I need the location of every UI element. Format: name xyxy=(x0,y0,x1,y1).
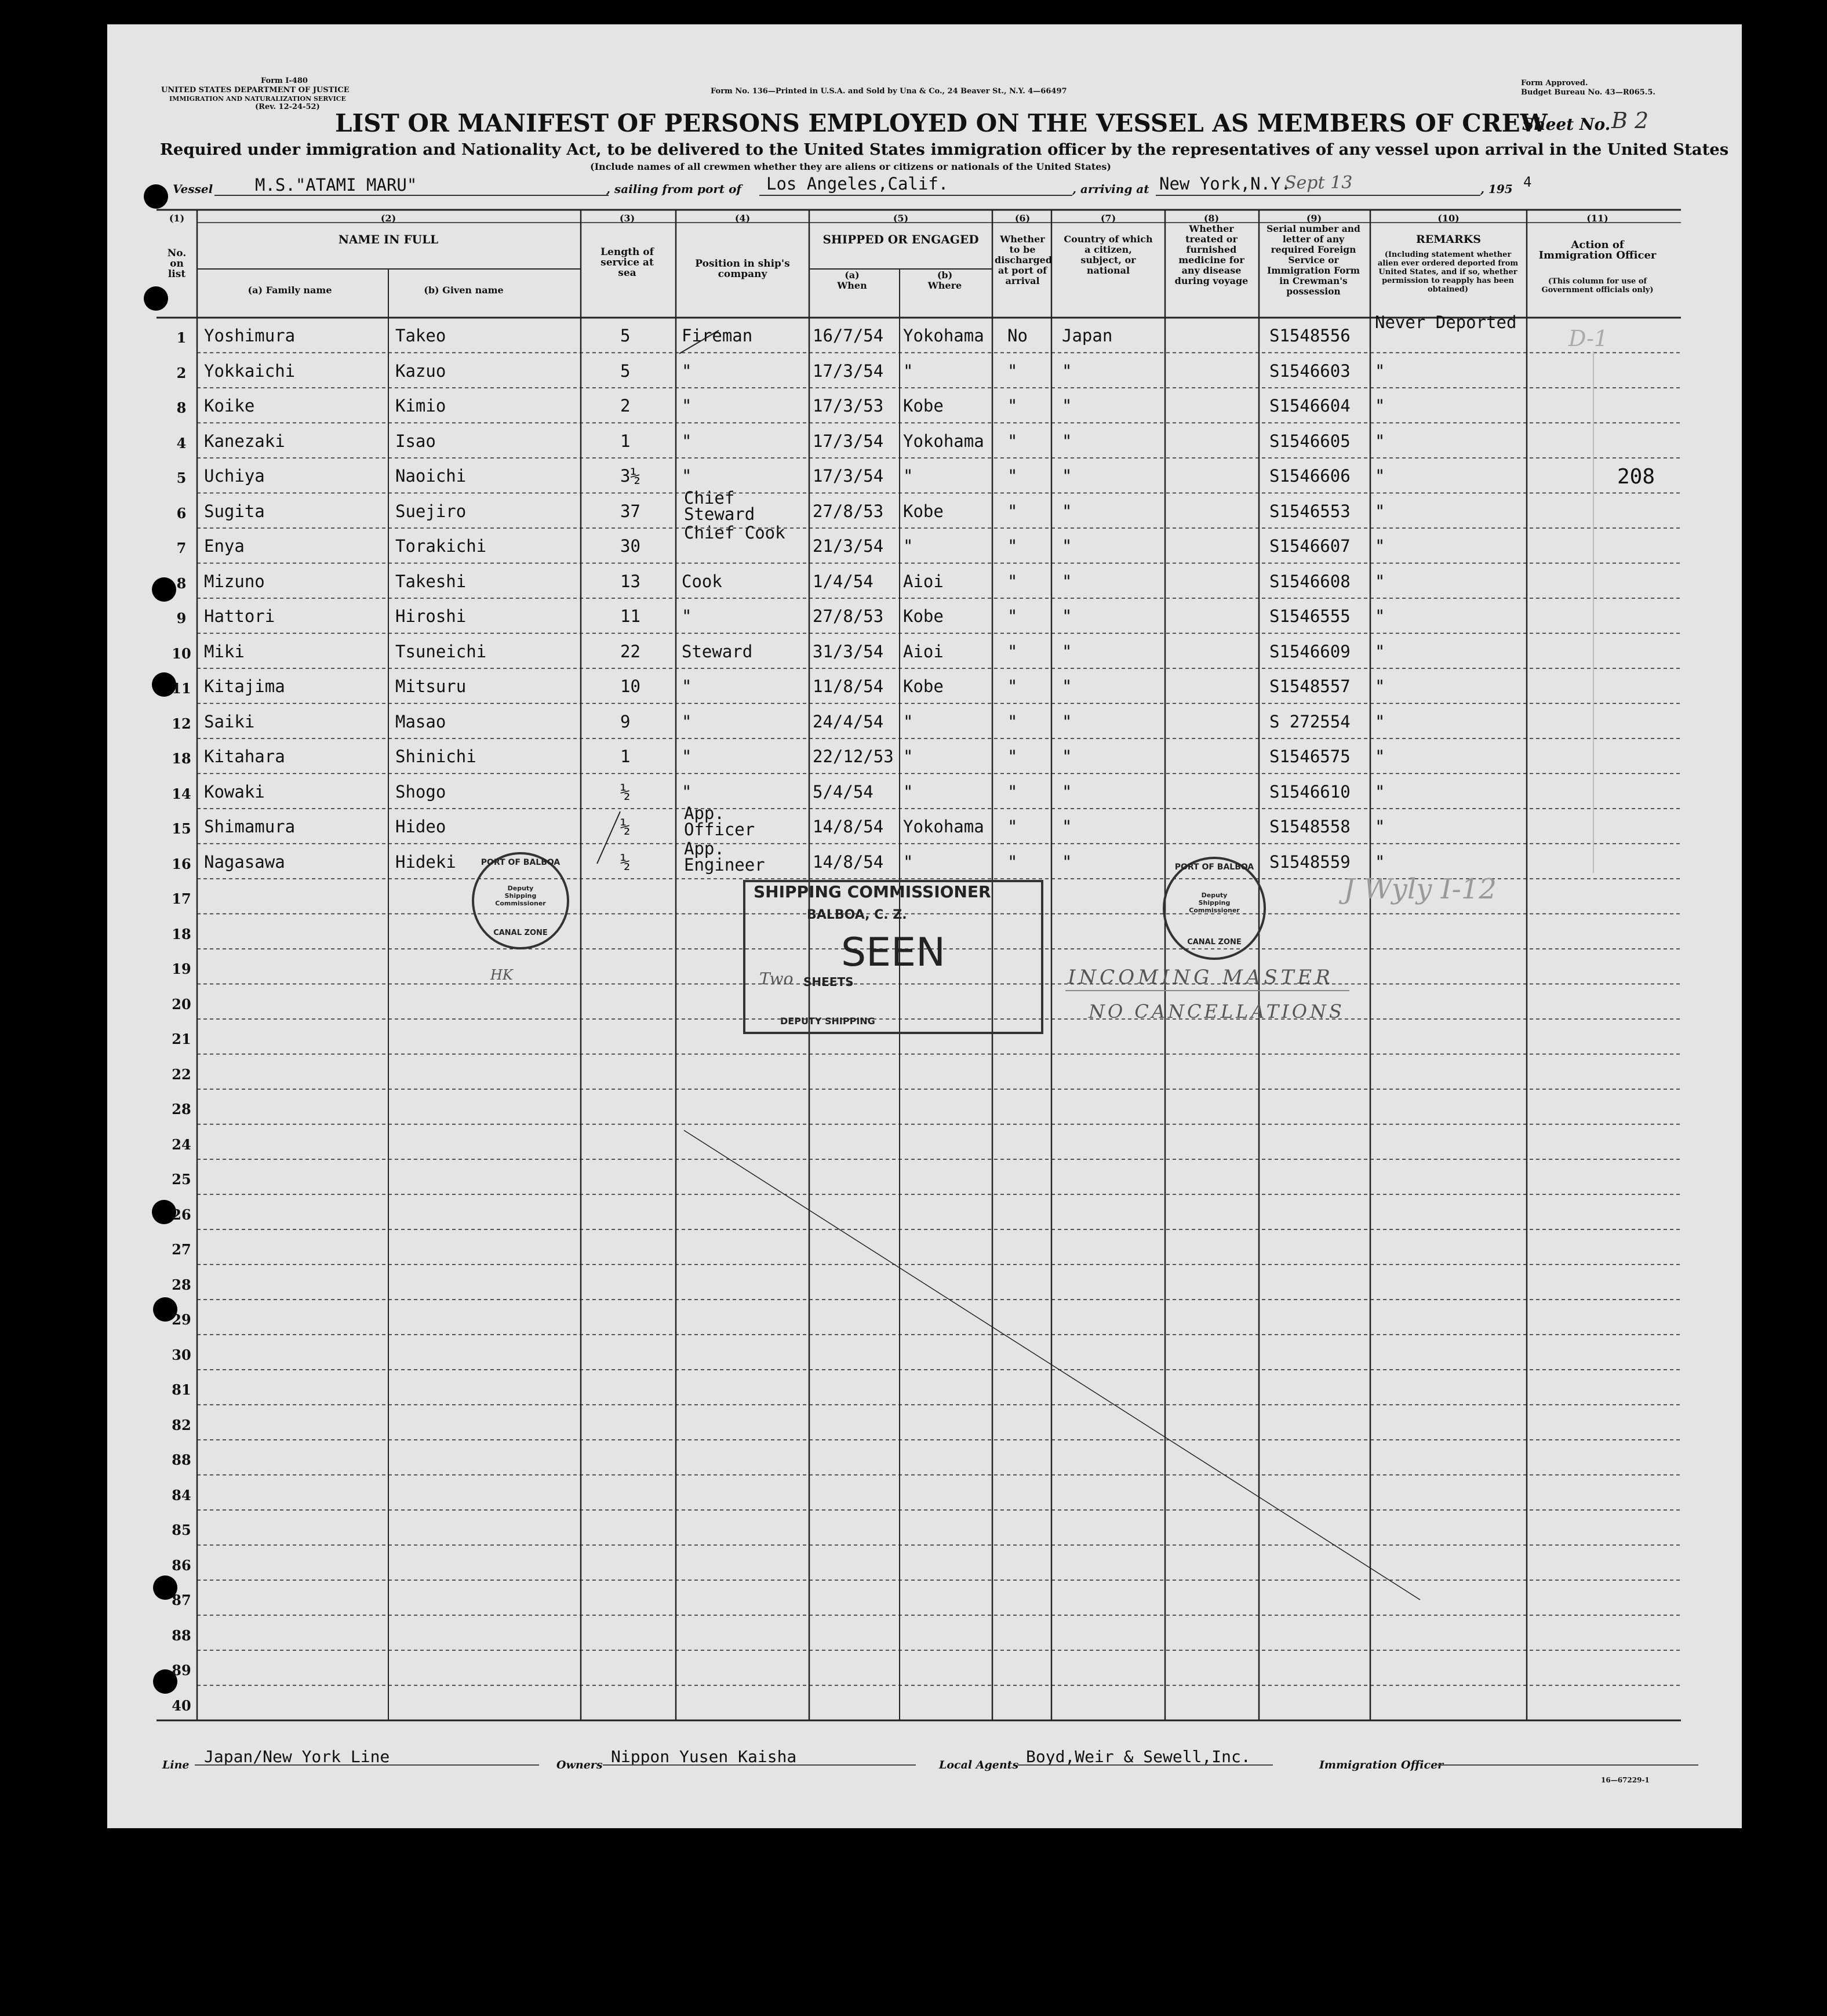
sailing-label: , sailing from port of xyxy=(606,182,742,196)
family-name-cell: Kanezaki xyxy=(204,431,285,451)
col3-header: Length of service at sea xyxy=(600,246,654,279)
discharge-cell: " xyxy=(1007,851,1018,872)
incoming-underline xyxy=(1065,990,1349,991)
row-number: 8 xyxy=(176,399,187,416)
shipped-where-cell: Kobe xyxy=(903,501,944,521)
department: UNITED STATES DEPARTMENT OF JUSTICE xyxy=(161,86,350,94)
shipped-where-cell: Kobe xyxy=(903,606,944,626)
service-length-cell: 30 xyxy=(620,536,640,556)
row-number: 25 xyxy=(172,1171,191,1188)
country-cell: " xyxy=(1062,431,1072,451)
given-name-cell: Torakichi xyxy=(395,536,487,556)
discharge-cell: " xyxy=(1007,641,1018,661)
shipped-where-cell: " xyxy=(903,851,914,872)
shipped-when-cell: 16/7/54 xyxy=(813,326,884,345)
service-length-cell: 5 xyxy=(620,326,631,345)
remarks-cell: " xyxy=(1375,431,1385,451)
serial-number-cell: S1548559 xyxy=(1269,851,1351,872)
position-cell: " xyxy=(682,676,692,696)
service-length-cell: 13 xyxy=(620,571,640,591)
discharge-cell: " xyxy=(1007,431,1018,451)
shipped-where-cell: " xyxy=(903,711,914,732)
seen-stamp xyxy=(743,880,1043,1034)
seen-stamp-two: Two xyxy=(759,969,794,988)
shipped-where-cell: Kobe xyxy=(903,396,944,416)
position-cell: " xyxy=(682,396,692,416)
footer-owners-label: Owners xyxy=(556,1759,603,1771)
discharge-cell: " xyxy=(1007,361,1018,381)
country-cell: " xyxy=(1062,676,1072,696)
family-name-cell: Uchiya xyxy=(204,466,265,486)
given-name-cell: Kazuo xyxy=(395,361,446,381)
row-number: 84 xyxy=(172,1486,191,1504)
col2b-header: (b) Given name xyxy=(424,285,504,296)
family-name-cell: Enya xyxy=(204,536,245,556)
col3-number: (3) xyxy=(619,213,635,224)
given-name-cell: Shogo xyxy=(395,781,446,802)
serial-number-cell: S1546606 xyxy=(1269,466,1351,486)
row-number: 40 xyxy=(172,1697,191,1714)
family-name-cell: Sugita xyxy=(204,501,265,521)
year-value: 4 xyxy=(1523,174,1532,190)
stamp-deputy-label: Deputy Shipping Commissioner xyxy=(1189,891,1240,914)
row-number: 18 xyxy=(172,925,191,943)
country-cell: " xyxy=(1062,571,1072,591)
sailing-value: Los Angeles,Calif. xyxy=(766,174,949,194)
form-title: LIST OR MANIFEST OF PERSONS EMPLOYED ON THE VESSEL AS MEMBERS OF CREW xyxy=(335,109,1548,137)
row-number: 10 xyxy=(172,645,191,662)
row-number: 24 xyxy=(172,1136,191,1153)
position-cell: " xyxy=(682,361,692,381)
service-length-cell: 3½ xyxy=(620,466,640,486)
row-number: 27 xyxy=(172,1241,191,1258)
discharge-cell: " xyxy=(1007,536,1018,556)
action-number-208: 208 xyxy=(1617,465,1655,489)
remarks-cell: " xyxy=(1375,676,1385,696)
row-number: 28 xyxy=(172,1276,191,1293)
pencil-mark xyxy=(597,812,620,864)
service: IMMIGRATION AND NATURALIZATION SERVICE xyxy=(169,95,346,103)
remarks-cell: " xyxy=(1375,536,1385,556)
form-id: Form I-480 xyxy=(261,77,308,85)
discharge-cell: " xyxy=(1007,466,1018,486)
row-number: 12 xyxy=(172,715,191,732)
row-number: 2 xyxy=(176,364,187,381)
handwritten-signature: J Wyly I-12 xyxy=(1344,873,1497,905)
sheet-value: B 2 xyxy=(1611,108,1649,133)
family-name-cell: Shimamura xyxy=(204,817,296,836)
family-name-cell: Koike xyxy=(204,396,255,416)
footer-officer-label: Immigration Officer xyxy=(1319,1759,1444,1771)
country-cell: " xyxy=(1062,851,1072,872)
shipped-when-cell: 17/3/54 xyxy=(813,466,884,486)
shipped-when-cell: 31/3/54 xyxy=(813,641,884,661)
col7-header: Country of which a citizen, subject, or national xyxy=(1064,234,1153,276)
discharge-cell: " xyxy=(1007,676,1018,696)
stamp-deputy-label: Deputy Shipping Commissioner xyxy=(495,885,546,907)
col10-number: (10) xyxy=(1437,213,1460,224)
incoming-master-note: INCOMING MASTER xyxy=(1068,966,1334,989)
shipped-where-cell: Aioi xyxy=(903,571,944,591)
shipped-when-cell: 17/3/54 xyxy=(813,431,884,451)
arriving-handwritten: Sept 13 xyxy=(1284,173,1353,193)
shipped-where-cell: " xyxy=(903,466,914,486)
given-name-cell: Suejiro xyxy=(395,501,467,521)
given-name-cell: Shinichi xyxy=(395,747,476,766)
shipped-where-cell: " xyxy=(903,781,914,802)
footer-agents-underline xyxy=(1018,1764,1273,1766)
country-cell: " xyxy=(1062,641,1072,661)
row-number: 16 xyxy=(172,855,191,872)
row-number: 11 xyxy=(172,680,191,697)
serial-number-cell: S1546609 xyxy=(1269,641,1351,661)
shipped-when-cell: 22/12/53 xyxy=(813,747,894,766)
row-number: 29 xyxy=(172,1311,191,1328)
given-name-cell: Hiroshi xyxy=(395,606,467,626)
col5b-header: (b) Where xyxy=(927,270,962,291)
row-number: 4 xyxy=(176,434,187,452)
service-length-cell: ½ xyxy=(620,781,631,802)
col2a-header: (a) Family name xyxy=(248,285,332,296)
remarks-cell: " xyxy=(1375,571,1385,591)
row-number: 88 xyxy=(172,1451,191,1468)
shipped-when-cell: 14/8/54 xyxy=(813,817,884,836)
discharge-cell: " xyxy=(1007,396,1018,416)
vessel-value: M.S."ATAMI MARU" xyxy=(255,175,417,195)
shipped-when-cell: 5/4/54 xyxy=(813,781,874,802)
remarks-cell: " xyxy=(1375,501,1385,521)
given-name-cell: Isao xyxy=(395,431,436,451)
position-cell: Steward xyxy=(682,641,753,661)
position-cell: " xyxy=(682,747,692,766)
col10-header: REMARKS xyxy=(1415,233,1482,246)
service-length-cell: ½ xyxy=(620,851,631,872)
serial-number-cell: S1546605 xyxy=(1269,431,1351,451)
row-number: 89 xyxy=(172,1662,191,1679)
col2-number: (2) xyxy=(380,213,396,224)
col4-number: (4) xyxy=(734,213,751,224)
row-number: 85 xyxy=(172,1522,191,1538)
country-cell: " xyxy=(1062,501,1072,521)
include-notice: (Include names of all crewmen whether they are aliens or citizens or nationals of the United States) xyxy=(590,161,1111,172)
col9-number: (9) xyxy=(1306,213,1322,224)
remarks-cell: " xyxy=(1375,361,1385,381)
shipped-where-cell: Yokohama xyxy=(903,817,984,836)
row-number: 21 xyxy=(172,1031,191,1047)
shipped-when-cell: 24/4/54 xyxy=(813,711,884,732)
col6-header: Whether to be discharged at port of arrival xyxy=(995,234,1052,286)
discharge-cell: " xyxy=(1007,571,1018,591)
country-cell: " xyxy=(1062,781,1072,802)
service-length-cell: 10 xyxy=(620,676,640,696)
family-name-cell: Yokkaichi xyxy=(204,361,296,381)
service-length-cell: 1 xyxy=(620,431,631,451)
remarks-cell: " xyxy=(1375,641,1385,661)
service-length-cell: 9 xyxy=(620,711,631,732)
row-number: 87 xyxy=(172,1592,191,1609)
serial-number-cell: S1548558 xyxy=(1269,817,1351,836)
shipped-when-cell: 21/3/54 xyxy=(813,536,884,556)
remarks-cell: " xyxy=(1375,711,1385,732)
remarks-cell: Never Deported xyxy=(1375,312,1517,332)
given-name-cell: Hideki xyxy=(395,851,456,872)
country-cell: " xyxy=(1062,396,1072,416)
service-length-cell: ½ xyxy=(620,817,631,836)
col11-sub: (This column for use of Government officials only) xyxy=(1541,277,1654,294)
family-name-cell: Nagasawa xyxy=(204,851,285,872)
row-number: 9 xyxy=(176,610,187,627)
col2-header: NAME IN FULL xyxy=(338,232,439,246)
country-cell: " xyxy=(1062,817,1072,836)
given-name-cell: Takeo xyxy=(395,326,446,345)
year-label: , 195 xyxy=(1480,182,1513,196)
service-length-cell: 2 xyxy=(620,396,631,416)
service-length-cell: 22 xyxy=(620,641,640,661)
shipped-where-cell: Yokohama xyxy=(903,326,984,345)
given-name-cell: Masao xyxy=(395,711,446,732)
col5-header: SHIPPED OR ENGAGED xyxy=(822,232,979,246)
country-cell: " xyxy=(1062,711,1072,732)
country-cell: " xyxy=(1062,361,1072,381)
footer-agents-value: Boyd,Weir & Sewell,Inc. xyxy=(1026,1747,1251,1766)
serial-number-cell: S 272554 xyxy=(1269,711,1351,732)
row-number: 82 xyxy=(172,1416,191,1433)
col1-header: No. on list xyxy=(167,248,187,280)
action-column-line xyxy=(1593,351,1594,873)
col7-number: (7) xyxy=(1100,213,1116,224)
seen-stamp-header: SHIPPING COMMISSIONER xyxy=(754,882,991,901)
family-name-cell: Hattori xyxy=(204,606,275,626)
arriving-label: , arriving at xyxy=(1072,182,1149,196)
col4-header: Position in ship's company xyxy=(695,258,790,280)
row-number: 17 xyxy=(172,890,191,907)
family-name-cell: Mizuno xyxy=(204,571,265,591)
remarks-cell: " xyxy=(1375,781,1385,802)
shipped-when-cell: 11/8/54 xyxy=(813,676,884,696)
serial-number-cell: S1546604 xyxy=(1269,396,1351,416)
form-footer-code: 16—67229-1 xyxy=(1601,1776,1650,1784)
country-cell: " xyxy=(1062,747,1072,766)
family-name-cell: Miki xyxy=(204,641,245,661)
service-length-cell: 1 xyxy=(620,747,631,766)
position-cell: " xyxy=(682,466,692,486)
shipped-when-cell: 27/8/53 xyxy=(813,501,884,521)
family-name-cell: Kitahara xyxy=(204,747,285,766)
serial-number-cell: S1546610 xyxy=(1269,781,1351,802)
required-notice: Required under immigration and Nationality Act, to be delivered to the United States immigration officer by the representatives of any vessel upon arrival in the United States xyxy=(160,140,1729,159)
position-cell: Fireman xyxy=(682,326,753,345)
row-number: 81 xyxy=(172,1381,191,1398)
col1-number: (1) xyxy=(169,213,185,224)
budget-bureau: Budget Bureau No. 43—R065.5. xyxy=(1521,88,1655,97)
given-name-cell: Takeshi xyxy=(395,571,467,591)
country-cell: " xyxy=(1062,536,1072,556)
shipped-where-cell: " xyxy=(903,536,914,556)
vessel-label: Vessel xyxy=(173,182,213,196)
row-number: 19 xyxy=(172,960,191,977)
col6-number: (6) xyxy=(1014,213,1031,224)
service-length-cell: 37 xyxy=(620,501,640,521)
row-number: 20 xyxy=(172,995,191,1013)
footer-line-label: Line xyxy=(162,1759,190,1771)
form-approved: Form Approved. xyxy=(1521,79,1588,88)
shipped-when-cell: 14/8/54 xyxy=(813,851,884,872)
position-cell: " xyxy=(682,431,692,451)
family-name-cell: Yoshimura xyxy=(204,326,296,345)
small-mark: HK xyxy=(490,967,513,983)
footer-owners-underline xyxy=(603,1764,916,1766)
shipped-where-cell: Yokohama xyxy=(903,431,984,451)
discharge-cell: " xyxy=(1007,501,1018,521)
no-cancellations-note: NO CANCELLATIONS xyxy=(1089,1000,1345,1022)
discharge-cell: " xyxy=(1007,817,1018,836)
given-name-cell: Mitsuru xyxy=(395,676,467,696)
discharge-cell: " xyxy=(1007,711,1018,732)
row-number: 1 xyxy=(176,329,187,346)
family-name-cell: Saiki xyxy=(204,711,255,732)
given-name-cell: Hideo xyxy=(395,817,446,836)
country-cell: Japan xyxy=(1062,326,1113,345)
discharge-cell: No xyxy=(1007,326,1028,345)
country-cell: " xyxy=(1062,606,1072,626)
remarks-cell: " xyxy=(1375,396,1385,416)
family-name-cell: Kowaki xyxy=(204,781,265,802)
stamp-port-label: PORT OF BALBOA xyxy=(481,858,561,867)
col10-sub: (Including statement whether alien ever ordered deported from United States, and if so, whether permission to reapply has been obtained) xyxy=(1377,250,1519,294)
remarks-cell: " xyxy=(1375,606,1385,626)
shipped-when-cell: 17/3/53 xyxy=(813,396,884,416)
seen-stamp-deputy: DEPUTY SHIPPING xyxy=(780,1016,875,1027)
revision: (Rev. 12-24-52) xyxy=(255,103,320,111)
row-number: 22 xyxy=(172,1065,191,1083)
col8-number: (8) xyxy=(1203,213,1220,224)
col11-header: Action of Immigration Officer xyxy=(1538,239,1657,261)
seen-stamp-word: SEEN xyxy=(841,930,945,976)
given-name-cell: Tsuneichi xyxy=(395,641,487,661)
serial-number-cell: S1546608 xyxy=(1269,571,1351,591)
stamp-canal-zone: CANAL ZONE xyxy=(493,929,548,937)
remarks-cell: " xyxy=(1375,851,1385,872)
stamp-canal-zone: CANAL ZONE xyxy=(1187,938,1242,947)
port-balboa-stamp-right xyxy=(1163,857,1266,960)
row-number: 15 xyxy=(172,820,191,837)
given-name-cell: Kimio xyxy=(395,396,446,416)
printer-line: Form No. 136—Printed in U.S.A. and Sold by Una & Co., 24 Beaver St., N.Y. 4—66497 xyxy=(711,87,1067,96)
row-number: 7 xyxy=(176,540,187,556)
sheet-label: Sheet No. xyxy=(1522,115,1611,134)
discharge-cell: " xyxy=(1007,781,1018,802)
row-number: 5 xyxy=(176,470,187,486)
col5a-header: (a) When xyxy=(837,270,867,291)
col8-header: Whether treated or furnished medicine for any disease during voyage xyxy=(1174,223,1249,286)
remarks-cell: " xyxy=(1375,747,1385,766)
col9-header: Serial number and letter of any required Foreign Service or Immigration Form in Crewman's possession xyxy=(1266,223,1360,297)
row-number: 86 xyxy=(172,1556,191,1574)
position-cell: App. Engineer xyxy=(684,838,765,875)
row-number: 30 xyxy=(172,1346,191,1363)
discharge-cell: " xyxy=(1007,606,1018,626)
arriving-value: New York,N.Y. xyxy=(1159,174,1291,194)
serial-number-cell: S1546603 xyxy=(1269,361,1351,381)
position-cell: " xyxy=(682,711,692,732)
serial-number-cell: S1546575 xyxy=(1269,747,1351,766)
serial-number-cell: S1546555 xyxy=(1269,606,1351,626)
shipped-when-cell: 17/3/54 xyxy=(813,361,884,381)
discharge-cell: " xyxy=(1007,747,1018,766)
shipped-where-cell: " xyxy=(903,747,914,766)
position-cell: Cook xyxy=(682,571,722,591)
service-length-cell: 11 xyxy=(620,606,640,626)
col5-number: (5) xyxy=(893,213,909,224)
action-mark-d1: D-1 xyxy=(1568,326,1608,351)
serial-number-cell: S1546553 xyxy=(1269,501,1351,521)
col11-number: (11) xyxy=(1586,213,1608,224)
serial-number-cell: S1548556 xyxy=(1269,326,1351,345)
position-cell: " xyxy=(682,781,692,802)
given-name-cell: Naoichi xyxy=(395,466,467,486)
position-cell: Chief Cook xyxy=(684,523,785,543)
row-number: 28 xyxy=(172,1101,191,1118)
remarks-cell: " xyxy=(1375,817,1385,836)
row-number: 8 xyxy=(176,574,187,592)
country-cell: " xyxy=(1062,466,1072,486)
remarks-cell: " xyxy=(1375,466,1385,486)
serial-number-cell: S1548557 xyxy=(1269,676,1351,696)
shipped-when-cell: 1/4/54 xyxy=(813,571,874,591)
footer-officer-underline xyxy=(1437,1764,1698,1766)
footer-agents-label: Local Agents xyxy=(939,1759,1019,1771)
seen-stamp-location: BALBOA, C. Z. xyxy=(807,908,907,922)
footer-line-value: Japan/New York Line xyxy=(204,1747,390,1766)
footer-line-underline xyxy=(195,1764,539,1766)
shipped-when-cell: 27/8/53 xyxy=(813,606,884,626)
footer-owners-value: Nippon Yusen Kaisha xyxy=(611,1747,797,1766)
row-number: 18 xyxy=(172,750,191,767)
family-name-cell: Kitajima xyxy=(204,676,285,696)
row-number: 88 xyxy=(172,1626,191,1644)
row-number: 6 xyxy=(176,504,187,522)
stamp-port-label: PORT OF BALBOA xyxy=(1174,863,1254,872)
shipped-where-cell: Aioi xyxy=(903,641,944,661)
service-length-cell: 5 xyxy=(620,361,631,381)
port-balboa-stamp-left xyxy=(472,852,569,949)
serial-number-cell: S1546607 xyxy=(1269,536,1351,556)
position-cell: App. Officer xyxy=(684,803,755,839)
shipped-where-cell: Kobe xyxy=(903,676,944,696)
row-number: 14 xyxy=(172,785,191,802)
row-number: 26 xyxy=(172,1206,191,1223)
seen-stamp-sheets: SHEETS xyxy=(803,975,854,989)
position-cell: " xyxy=(682,606,692,626)
position-cell: Chief Steward xyxy=(684,487,755,524)
shipped-where-cell: " xyxy=(903,361,914,381)
